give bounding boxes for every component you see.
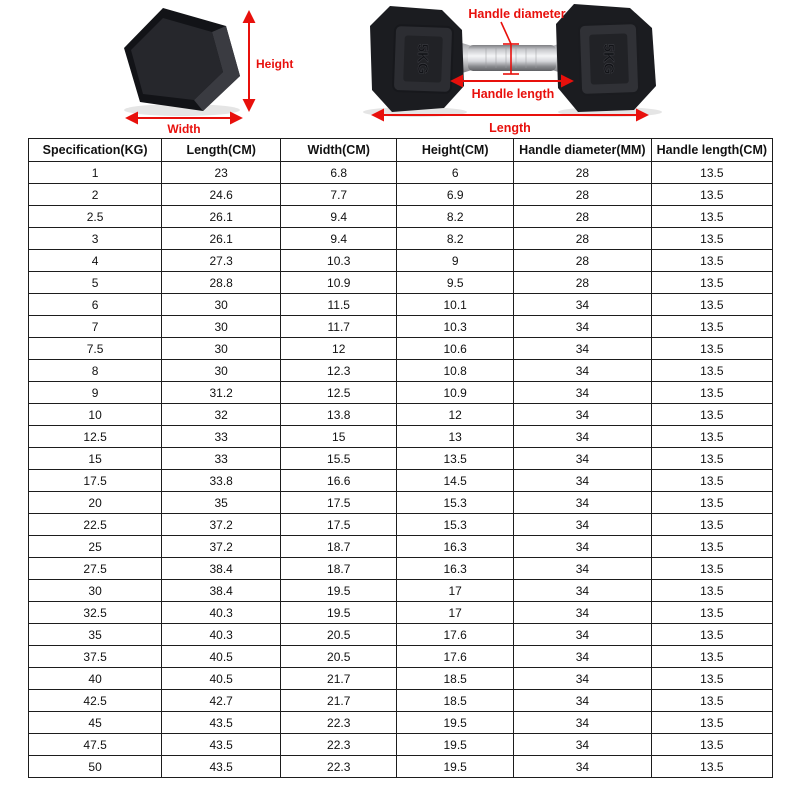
table-cell: 10.6 (397, 338, 514, 360)
table-cell: 3 (29, 228, 162, 250)
table-cell: 28 (514, 162, 652, 184)
table-cell: 18.5 (397, 668, 514, 690)
table-cell: 40.5 (162, 668, 281, 690)
table-row (29, 228, 773, 250)
table-cell: 14.5 (397, 470, 514, 492)
table-row (29, 668, 773, 690)
table-cell: 17.5 (281, 492, 397, 514)
table-cell: 28 (514, 184, 652, 206)
table-cell: 28 (514, 250, 652, 272)
table-cell: 17.6 (397, 646, 514, 668)
table-cell: 40 (29, 668, 162, 690)
table-cell: 37.5 (29, 646, 162, 668)
table-cell: 20.5 (281, 646, 397, 668)
table-cell: 13 (397, 426, 514, 448)
table-cell: 19.5 (397, 756, 514, 778)
table-cell: 42.7 (162, 690, 281, 712)
table-cell: 17.5 (29, 470, 162, 492)
table-cell: 4 (29, 250, 162, 272)
table-row (29, 404, 773, 426)
table-cell: 37.2 (162, 536, 281, 558)
table-cell: 6.9 (397, 184, 514, 206)
table-cell: 34 (514, 404, 652, 426)
product-figures (0, 0, 800, 138)
table-cell: 13.5 (651, 580, 772, 602)
table-cell: 34 (514, 470, 652, 492)
table-cell: 11.5 (281, 294, 397, 316)
length-label: Length (489, 121, 531, 135)
table-cell: 13.5 (651, 514, 772, 536)
table-cell: 42.5 (29, 690, 162, 712)
table-cell: 12.5 (29, 426, 162, 448)
table-cell: 38.4 (162, 558, 281, 580)
table-cell: 34 (514, 668, 652, 690)
table-cell: 15 (29, 448, 162, 470)
table-row (29, 184, 773, 206)
table-cell: 40.3 (162, 602, 281, 624)
table-cell: 26.1 (162, 206, 281, 228)
table-cell: 37.2 (162, 514, 281, 536)
table-cell: 15.5 (281, 448, 397, 470)
table-cell: 32 (162, 404, 281, 426)
table-cell: 13.5 (397, 448, 514, 470)
table-row (29, 756, 773, 778)
table-cell: 34 (514, 426, 652, 448)
table-cell: 12 (397, 404, 514, 426)
table-cell: 19.5 (397, 712, 514, 734)
table-cell: 27.5 (29, 558, 162, 580)
table-cell: 13.8 (281, 404, 397, 426)
table-cell: 22.3 (281, 712, 397, 734)
table-cell: 13.5 (651, 558, 772, 580)
table-cell: 12.3 (281, 360, 397, 382)
table-cell: 33 (162, 426, 281, 448)
table-row (29, 734, 773, 756)
table-cell: 30 (162, 316, 281, 338)
table-cell: 19.5 (397, 734, 514, 756)
table-cell: 43.5 (162, 756, 281, 778)
table-body (29, 162, 773, 778)
table-cell: 9.4 (281, 228, 397, 250)
table-cell: 13.5 (651, 228, 772, 250)
table-cell: 18.5 (397, 690, 514, 712)
column-header: Height(CM) (397, 139, 514, 162)
table-cell: 34 (514, 338, 652, 360)
table-cell: 12 (281, 338, 397, 360)
table-cell: 15.3 (397, 492, 514, 514)
table-cell: 20.5 (281, 624, 397, 646)
figures-panel (0, 0, 800, 138)
table-cell: 30 (162, 338, 281, 360)
table-cell: 18.7 (281, 536, 397, 558)
table-cell: 2 (29, 184, 162, 206)
table-cell: 17.6 (397, 624, 514, 646)
table-cell: 6 (29, 294, 162, 316)
table-cell: 13.5 (651, 646, 772, 668)
table-cell: 19.5 (281, 602, 397, 624)
table-cell: 22.5 (29, 514, 162, 536)
table-cell: 34 (514, 448, 652, 470)
table-row (29, 360, 773, 382)
table-cell: 7.5 (29, 338, 162, 360)
column-header: Width(CM) (281, 139, 397, 162)
table-cell: 13.5 (651, 316, 772, 338)
table-row (29, 536, 773, 558)
table-cell: 9 (29, 382, 162, 404)
table-cell: 7.7 (281, 184, 397, 206)
table-cell: 17 (397, 602, 514, 624)
table-row (29, 382, 773, 404)
table-cell: 16.6 (281, 470, 397, 492)
table-cell: 13.5 (651, 338, 772, 360)
table-cell: 24.6 (162, 184, 281, 206)
table-cell: 10.1 (397, 294, 514, 316)
table-cell: 10 (29, 404, 162, 426)
table-cell: 30 (29, 580, 162, 602)
column-header: Handle diameter(MM) (514, 139, 652, 162)
handle-length-label: Handle length (471, 87, 555, 101)
table-cell: 34 (514, 514, 652, 536)
table-cell: 10.3 (281, 250, 397, 272)
table-cell: 16.3 (397, 536, 514, 558)
hex-head-image (124, 8, 240, 116)
table-cell: 27.3 (162, 250, 281, 272)
table-cell: 15.3 (397, 514, 514, 536)
table-cell: 43.5 (162, 712, 281, 734)
table-cell: 19.5 (281, 580, 397, 602)
weight-marking-left: 5KG (414, 43, 431, 75)
table-row (29, 272, 773, 294)
table-cell: 34 (514, 316, 652, 338)
table-cell: 13.5 (651, 382, 772, 404)
table-cell: 34 (514, 536, 652, 558)
table-cell: 34 (514, 492, 652, 514)
table-cell: 13.5 (651, 536, 772, 558)
column-header: Handle length(CM) (651, 139, 772, 162)
table-cell: 34 (514, 690, 652, 712)
table-cell: 10.3 (397, 316, 514, 338)
table-cell: 43.5 (162, 734, 281, 756)
table-cell: 32.5 (29, 602, 162, 624)
table-cell: 21.7 (281, 690, 397, 712)
table-cell: 31.2 (162, 382, 281, 404)
table-cell: 34 (514, 602, 652, 624)
table-cell: 12.5 (281, 382, 397, 404)
table-cell: 28 (514, 228, 652, 250)
table-row (29, 514, 773, 536)
table-cell: 13.5 (651, 360, 772, 382)
table-cell: 16.3 (397, 558, 514, 580)
table-cell: 13.5 (651, 756, 772, 778)
table-cell: 28 (514, 272, 652, 294)
table-cell: 13.5 (651, 602, 772, 624)
table-cell: 50 (29, 756, 162, 778)
table-cell: 34 (514, 580, 652, 602)
table-cell: 34 (514, 624, 652, 646)
table-cell: 13.5 (651, 492, 772, 514)
table-cell: 13.5 (651, 250, 772, 272)
table-cell: 40.3 (162, 624, 281, 646)
table-row (29, 316, 773, 338)
table-cell: 25 (29, 536, 162, 558)
table-row (29, 448, 773, 470)
table-cell: 35 (29, 624, 162, 646)
table-cell: 9 (397, 250, 514, 272)
table-row (29, 646, 773, 668)
table-row (29, 624, 773, 646)
table-cell: 34 (514, 360, 652, 382)
column-header: Length(CM) (162, 139, 281, 162)
table-row (29, 580, 773, 602)
table-cell: 30 (162, 294, 281, 316)
table-cell: 34 (514, 646, 652, 668)
table-cell: 28.8 (162, 272, 281, 294)
table-cell: 8.2 (397, 228, 514, 250)
handle-diameter-label: Handle diameter (468, 7, 566, 21)
table-cell: 8 (29, 360, 162, 382)
table-row (29, 602, 773, 624)
height-label: Height (256, 57, 294, 71)
table-cell: 13.5 (651, 690, 772, 712)
table-row (29, 250, 773, 272)
table-cell: 8.2 (397, 206, 514, 228)
table-cell: 13.5 (651, 426, 772, 448)
table-cell: 13.5 (651, 668, 772, 690)
table-cell: 13.5 (651, 734, 772, 756)
table-cell: 13.5 (651, 184, 772, 206)
table-cell: 5 (29, 272, 162, 294)
table-cell: 13.5 (651, 470, 772, 492)
table-row (29, 690, 773, 712)
table-cell: 11.7 (281, 316, 397, 338)
table-cell: 13.5 (651, 404, 772, 426)
table-cell: 35 (162, 492, 281, 514)
table-cell: 23 (162, 162, 281, 184)
table-cell: 17 (397, 580, 514, 602)
table-cell: 10.8 (397, 360, 514, 382)
table-row (29, 426, 773, 448)
table-row (29, 558, 773, 580)
column-header: Specification(KG) (29, 139, 162, 162)
table-cell: 13.5 (651, 272, 772, 294)
table-row (29, 206, 773, 228)
weight-marking-right: 5KG (600, 43, 617, 75)
table-cell: 34 (514, 756, 652, 778)
table-cell: 33.8 (162, 470, 281, 492)
table-cell: 34 (514, 734, 652, 756)
table-cell: 6 (397, 162, 514, 184)
table-cell: 33 (162, 448, 281, 470)
table-cell: 34 (514, 382, 652, 404)
table-cell: 9.5 (397, 272, 514, 294)
table-cell: 13.5 (651, 712, 772, 734)
table-cell: 2.5 (29, 206, 162, 228)
table-cell: 34 (514, 712, 652, 734)
table-cell: 13.5 (651, 294, 772, 316)
spec-table (28, 138, 773, 778)
table-header-row (29, 139, 773, 162)
table-cell: 22.3 (281, 734, 397, 756)
table-cell: 7 (29, 316, 162, 338)
table-cell: 30 (162, 360, 281, 382)
table-cell: 26.1 (162, 228, 281, 250)
table-cell: 10.9 (397, 382, 514, 404)
table-cell: 34 (514, 294, 652, 316)
table-cell: 17.5 (281, 514, 397, 536)
table-cell: 15 (281, 426, 397, 448)
table-row (29, 470, 773, 492)
table-row (29, 712, 773, 734)
table-row (29, 338, 773, 360)
table-cell: 28 (514, 206, 652, 228)
table-cell: 13.5 (651, 162, 772, 184)
table-cell: 1 (29, 162, 162, 184)
table-cell: 22.3 (281, 756, 397, 778)
table-cell: 40.5 (162, 646, 281, 668)
table-cell: 21.7 (281, 668, 397, 690)
table-cell: 38.4 (162, 580, 281, 602)
width-label: Width (167, 122, 201, 136)
table-cell: 45 (29, 712, 162, 734)
table-cell: 34 (514, 558, 652, 580)
table-row (29, 162, 773, 184)
table-cell: 13.5 (651, 448, 772, 470)
table-cell: 47.5 (29, 734, 162, 756)
table-cell: 6.8 (281, 162, 397, 184)
table-cell: 9.4 (281, 206, 397, 228)
table-row (29, 294, 773, 316)
table-cell: 13.5 (651, 206, 772, 228)
table-cell: 20 (29, 492, 162, 514)
table-row (29, 492, 773, 514)
table-cell: 18.7 (281, 558, 397, 580)
table-cell: 10.9 (281, 272, 397, 294)
table-cell: 13.5 (651, 624, 772, 646)
